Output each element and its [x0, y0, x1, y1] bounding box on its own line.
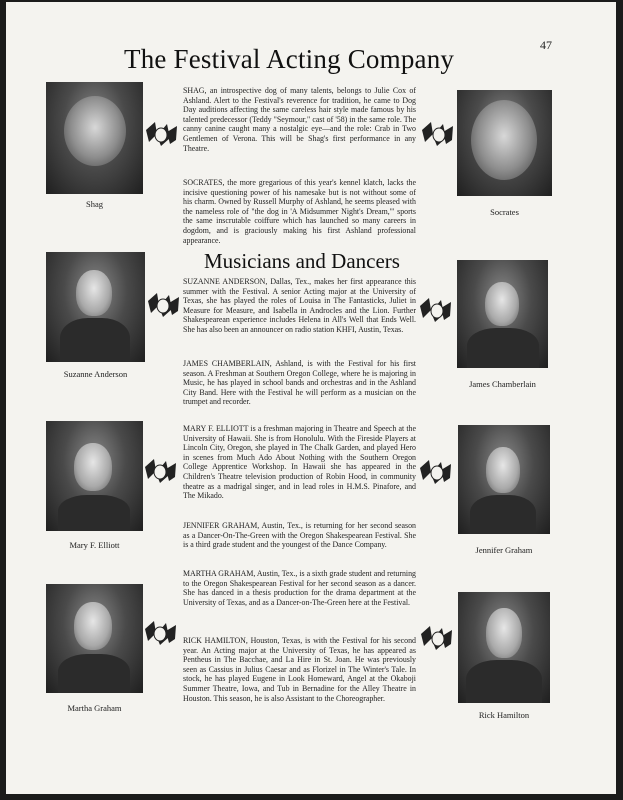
- caption-james-chamberlain: James Chamberlain: [469, 379, 536, 389]
- photo-rick-hamilton: [458, 592, 550, 703]
- caption-martha-graham: Martha Graham: [67, 703, 122, 713]
- masks-ornament-icon: [418, 624, 456, 654]
- photo-suzanne-anderson: [46, 252, 145, 362]
- caption-shag: Shag: [86, 199, 103, 209]
- masks-ornament-icon: [142, 619, 180, 649]
- page-number: 47: [540, 38, 552, 52]
- bio-james-chamberlain: JAMES CHAMBERLAIN, Ashland, is with the Festival for his first season. A Freshman at Southern Oregon College, where he is majoring in Music, he has played in school bands and orchestras and in the Ashland City Band. Here with the Festival he will perform as a musician on the trumpet and recorder.: [183, 359, 416, 407]
- masks-ornament-icon: [417, 296, 455, 326]
- photo-mary-elliott: [46, 421, 143, 531]
- bio-shag: SHAG, an introspective dog of many talents, belongs to Julie Cox of Ashland. Alert to the Festival's reverence for tradition, he came to Dog Day auditions affecting the same careless hair style made famous by his talented predecessor (Teddy "Seymour," cast of '58) in the same role. The canny canine caught many a nostalgic eye—and the role: Crab in Two Gentlemen of Verona. This will be Shag's first performance in any Theatre.: [183, 86, 416, 153]
- bio-rick-hamilton: RICK HAMILTON, Houston, Texas, is with the Festival for his second year. An Acting major at the University of Texas, he has appeared as Pentheus in The Bacchae, and La Hire in St. Joan. He was previously seen as Cassius in Julius Caesar and as Florizel in The Winter's Tale. In stock, he has played Eugene in Look Homeward, Angel at the Okaboji Summer Theatre, Iowa, and Tub in Bernadine for the Alley Theatre in Houston. This season, he is also Assistant to the Choreographer.: [183, 636, 416, 703]
- masks-ornament-icon: [419, 120, 457, 150]
- caption-socrates: Socrates: [490, 207, 519, 217]
- masks-ornament-icon: [142, 457, 180, 487]
- photo-martha-graham: [46, 584, 143, 693]
- masks-ornament-icon: [145, 291, 183, 321]
- page-title: The Festival Acting Company: [124, 44, 455, 74]
- photo-james-chamberlain: [457, 260, 548, 368]
- caption-rick-hamilton: Rick Hamilton: [478, 710, 530, 720]
- masks-ornament-icon: [143, 120, 181, 150]
- bio-mary-elliott: MARY F. ELLIOTT is a freshman majoring in Theatre and Speech at the University of Hawaii. She is from Honolulu. With the Fireside Players at Lincoln City, Oregon, she played in The Chalk Garden, and played Hero in scenes from Much Ado About Nothing with the Southern Oregon College Apprentice Workshop. In Hawaii she has appeared in the Children's Theatre television production of Robin Hood, in community theatre as a madrigal singer, and in lead roles in H.M.S. Pinafore, and The Mikado.: [183, 424, 416, 501]
- photo-jennifer-graham: [458, 425, 550, 534]
- bio-socrates: SOCRATES, the more gregarious of this year's kennel klatch, lacks the incisive questioning power of his namesake but is not without some of his charm. Owned by Russell Murphy of Ashland, he seems pleased with the nameless role of "the dog in 'A Midsummer Night's Dream,'" sports the same inscrutable coiffure which has launched so many careers in dogdom, and is graciously making his first Ashland professional appearance.: [183, 178, 416, 245]
- bio-martha-graham: MARTHA GRAHAM, Austin, Tex., is a sixth grade student and returning to the Oregon Shakespearean Festival for her second season as a dancer. She has danced in a thesis production for the drama department at the University of Texas, and as a Dancer-on-The-Green here at the Festival.: [183, 569, 416, 607]
- caption-mary-elliott: Mary F. Elliott: [69, 540, 120, 550]
- caption-suzanne-anderson: Suzanne Anderson: [63, 369, 128, 379]
- photo-socrates: [457, 90, 552, 196]
- bio-suzanne-anderson: SUZANNE ANDERSON, Dallas, Tex., makes her first appearance this summer with the Festival. A senior Acting major at the University of Texas, she has played the roles of Louisa in The Fantasticks, Juliet in Measure for Measure, and Isabella in Androcles and the Lion. Further Shakespearean experience includes Helena in All's Well that Ends Well. She has also been an announcer on radio station KHFI, Austin, Texas.: [183, 277, 416, 334]
- section-heading: Musicians and Dancers: [204, 249, 400, 273]
- yearbook-page: [6, 2, 616, 794]
- bio-jennifer-graham: JENNIFER GRAHAM, Austin, Tex., is returning for her second season as a Dancer-On-The-Green with the Oregon Shakespearean Festival. She is a third grade student and the youngest of the Dance Company.: [183, 521, 416, 550]
- photo-shag: [46, 82, 143, 194]
- masks-ornament-icon: [417, 458, 455, 488]
- caption-jennifer-graham: Jennifer Graham: [475, 545, 533, 555]
